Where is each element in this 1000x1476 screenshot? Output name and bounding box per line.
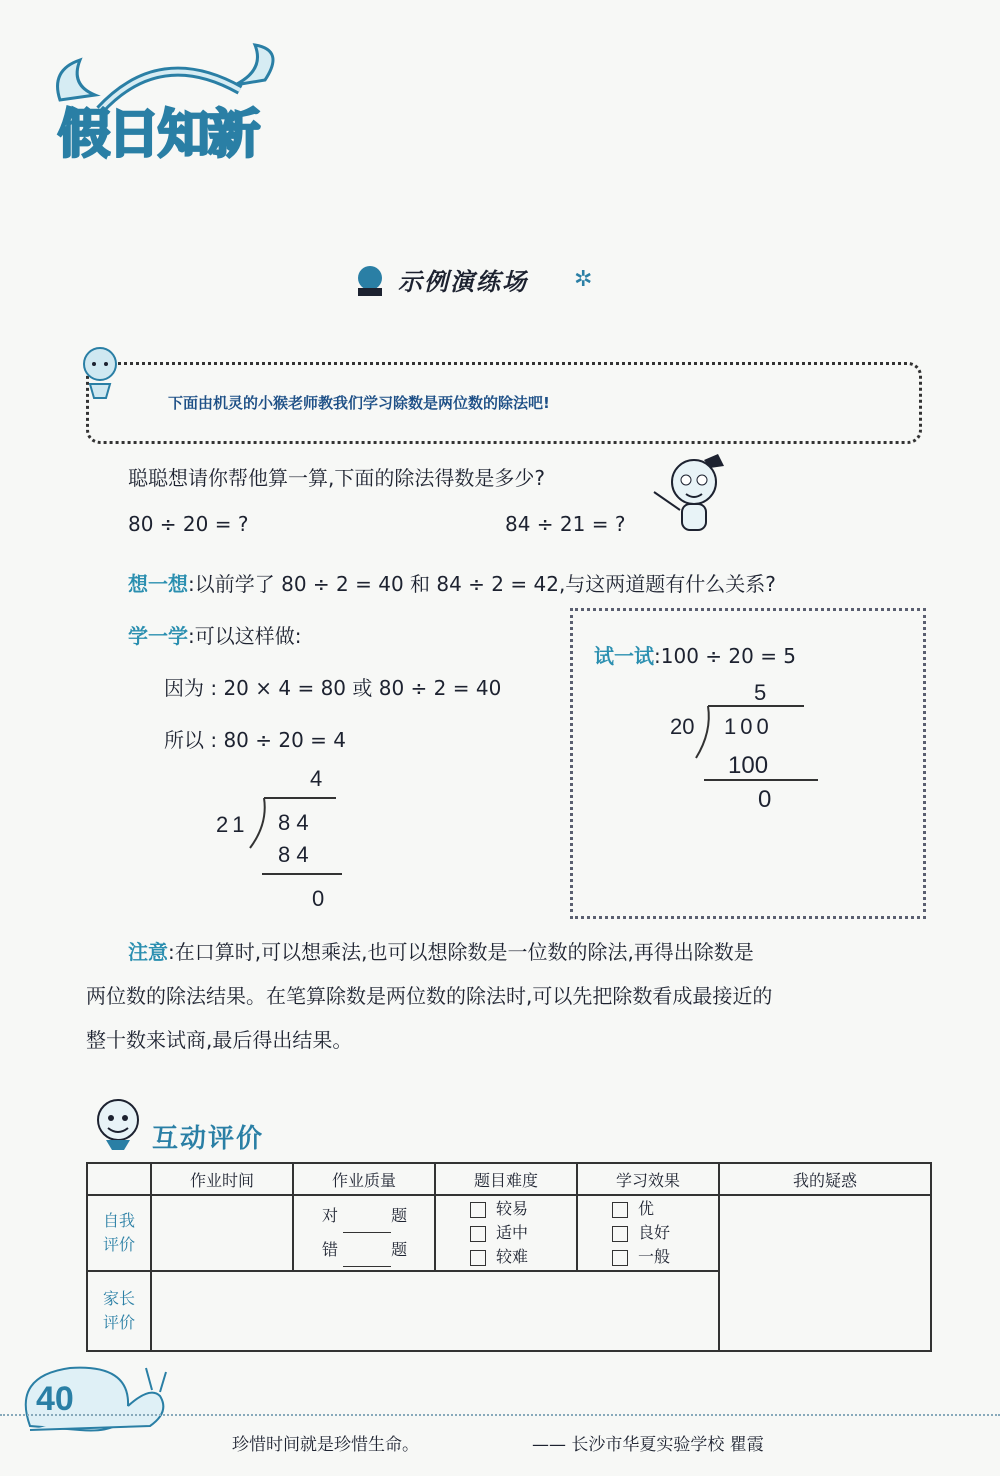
effect-option-1[interactable] [612,1197,718,1221]
corner-cell [87,1163,151,1195]
header-quality: 作业质量 [293,1163,435,1195]
quality-right-row [322,1199,434,1233]
header-doubts: 我的疑惑 [719,1163,931,1195]
try-dividend: 100 [724,714,773,739]
try-text: :100 ÷ 20 = 5 [654,644,797,668]
monkey-teacher-icon [652,452,738,548]
difficulty-label-1: 较易 [496,1199,529,1218]
learn-remainder: 0 [312,886,325,911]
doubts-cell[interactable] [719,1195,931,1351]
wrong-count-blank[interactable] [343,1250,391,1267]
try-product: 100 [728,752,769,779]
self-label-2: 评价 [102,1235,135,1254]
effect-label-1: 优 [638,1199,655,1218]
self-time-cell[interactable] [151,1195,293,1271]
quality-right-label: 对 [322,1206,339,1225]
checkbox-icon[interactable] [612,1250,628,1266]
try-remainder: 0 [758,786,772,813]
self-quality-cell [293,1195,435,1271]
so-line: 所以 : 80 ÷ 20 = 4 [164,728,347,752]
note-label: 注意 [128,940,168,964]
try-label: 试一试 [594,644,654,668]
ball-mascot-icon [88,1096,150,1152]
learn-label: 学一学 [128,624,188,648]
effect-option-3[interactable] [612,1245,718,1269]
footer-divider [0,1414,1000,1416]
learn-text: :可以这样做: [188,624,302,648]
equation-1: 80 ÷ 20 = ? [128,512,249,536]
header-effect: 学习效果 [577,1163,719,1195]
learn-quotient: 4 [310,766,323,791]
self-effect-cell [577,1195,719,1271]
effect-option-2[interactable] [612,1221,718,1245]
footer-attribution: —— 长沙市华夏实验学校 瞿霞 [532,1435,764,1455]
checkbox-icon[interactable] [612,1202,628,1218]
equation-2: 84 ÷ 21 = ? [505,512,626,536]
learn-line [128,620,301,649]
header-difficulty: 题目难度 [435,1163,577,1195]
quality-wrong-row [322,1233,434,1267]
learn-divisor: 21 [216,812,249,837]
parent-eval-cell[interactable] [151,1271,719,1351]
self-label-1: 自我 [102,1211,135,1230]
difficulty-label-3: 较难 [496,1247,529,1266]
checkbox-icon[interactable] [470,1202,486,1218]
learn-dividend: 8 4 [278,810,309,835]
note-line-3: 整十数来试商,最后得出结果。 [86,1028,353,1052]
think-text: :以前学了 80 ÷ 2 = 40 和 84 ÷ 2 = 42,与这两道题有什么关系? [188,572,776,596]
try-quotient: 5 [754,680,767,705]
try-divisor: 20 [670,714,695,739]
learn-division-bracket [238,796,348,880]
try-division-bracket [686,704,826,788]
difficulty-option-1[interactable] [470,1197,576,1221]
difficulty-option-2[interactable] [470,1221,576,1245]
think-label: 想一想 [128,572,188,596]
self-eval-label [87,1195,151,1271]
sparkle-icon [572,262,612,298]
difficulty-label-2: 适中 [496,1223,529,1242]
parent-eval-label [87,1271,151,1351]
learn-product: 8 4 [278,842,309,867]
self-difficulty-cell [435,1195,577,1271]
think-line [128,568,776,597]
note-line-1 [128,930,978,974]
quality-wrong-label: 错 [322,1240,339,1259]
evaluation-table [86,1162,932,1352]
evaluation-title: 互动评价 [152,1124,265,1154]
note-text-1: :在口算时,可以想乘法,也可以想除数是一位数的除法,再得出除数是 [168,940,754,964]
svg-text:✲: ✲ [574,267,593,292]
parent-label-2: 评价 [102,1313,135,1332]
right-count-blank[interactable] [343,1216,391,1233]
header-time: 作业时间 [151,1163,293,1195]
difficulty-option-3[interactable] [470,1245,576,1269]
logo-text: 假日知新 [58,105,259,165]
question-prompt: 聪聪想请你帮他算一算,下面的除法得数是多少? [128,466,545,490]
checkbox-icon[interactable] [470,1226,486,1242]
effect-label-3: 一般 [638,1247,671,1266]
footer-motto: 珍惜时间就是珍惜生命。 [232,1435,419,1455]
try-line [594,640,796,669]
effect-label-2: 良好 [638,1223,671,1242]
note-line-2: 两位数的除法结果。在笔算除数是两位数的除法时,可以先把除数看成最接近的 [86,984,773,1008]
quality-unit-1: 题 [391,1206,408,1225]
section-title: 示例演练场 [398,268,528,296]
because-line: 因为 : 20 × 4 = 80 或 80 ÷ 2 = 40 [164,676,502,700]
girl-icon [78,344,128,400]
teacher-icon [352,262,388,298]
checkbox-icon[interactable] [470,1250,486,1266]
checkbox-icon[interactable] [612,1226,628,1242]
parent-label-1: 家长 [102,1289,135,1308]
quality-unit-2: 题 [391,1240,408,1259]
intro-text: 下面由机灵的小猴老师教我们学习除数是两位数的除法吧! [168,394,550,412]
page-number: 40 [36,1380,74,1418]
